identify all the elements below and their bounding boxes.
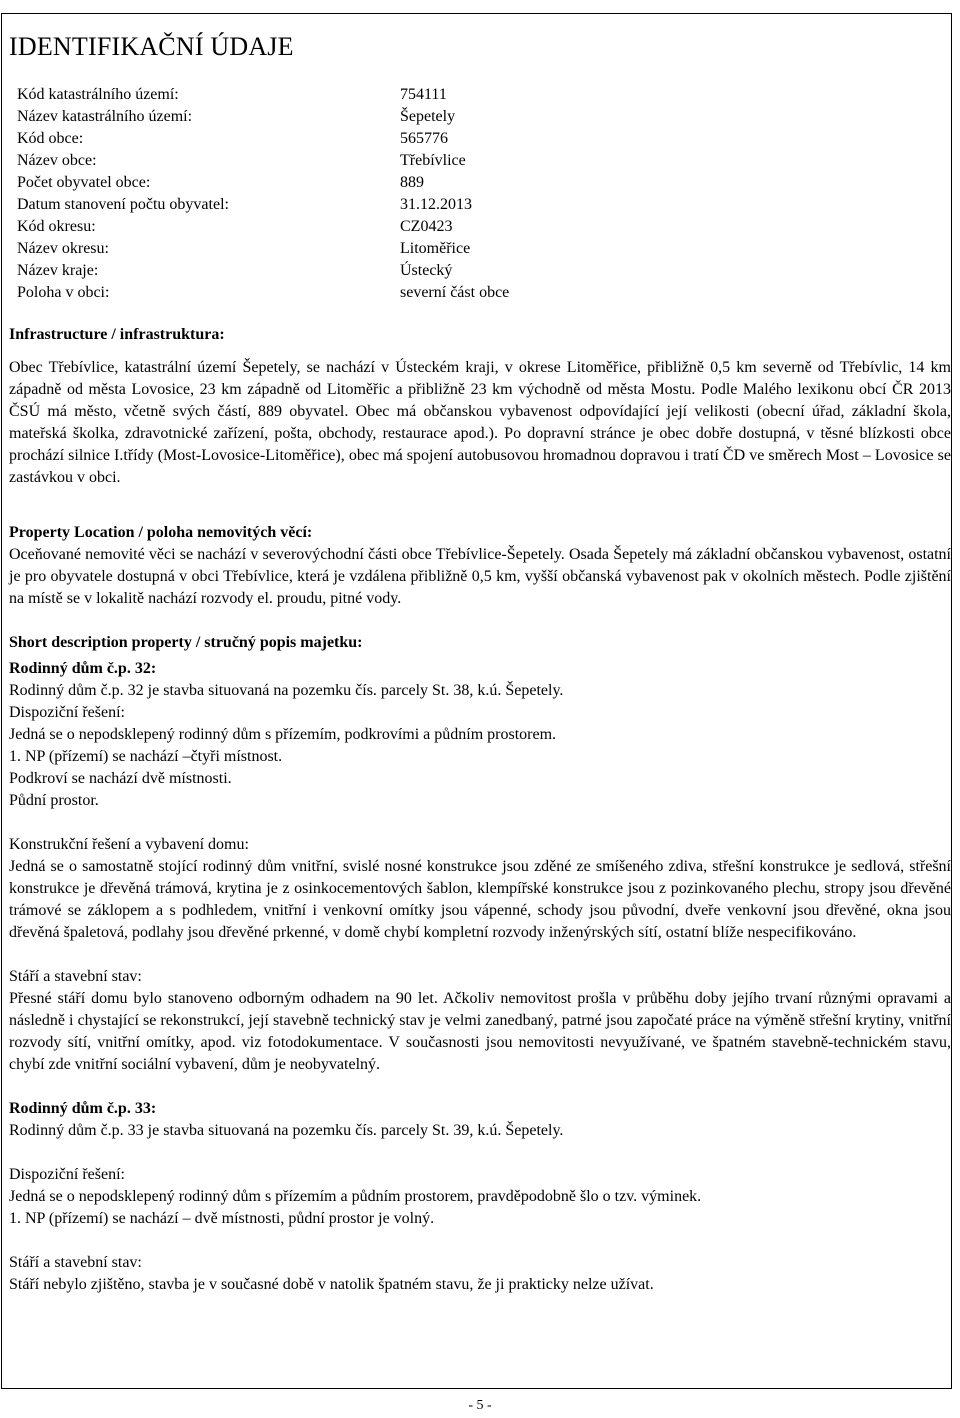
identification-row xyxy=(17,260,951,282)
house32-line1: Rodinný dům č.p. 32 je stavba situovaná na pozemku čís. parcely St. 38, k.ú. Šepetely. xyxy=(9,682,564,699)
location-text: Oceňované nemovité věci se nachází v severovýchodní části obce Třebívlice-Šepetely. Osada Šepetely má základní občanskou vybavenost, ostatní je pro obyvatele dostupná v obci Třebívlice, která je vzdálena přibližně 0,5 km, vyšší občanská vybavenost pak v okolních městech. Podle zjištění na místě se v lokalitě nachází rozvody el. proudu, pitné vody. xyxy=(9,546,951,607)
identification-row xyxy=(17,216,951,238)
identification-table xyxy=(17,84,951,304)
house32-age-text: Přesné stáří domu bylo stanoveno odborným odhadem na 90 let. Ačkoliv nemovitost prošla v průběhu doby jejího trvaní různými opravami a následně i chystající se rekonstrukcí, její stavebně technický stav je velmi zanedbaný, patrné jsou započaté práce na výměně střešní krytiny, vnitřní rozvody sítí, vnitřní omítky, apod. viz fotodokumentace. V současnosti jsou nemovitosti nevyužívané, ve špatném stavebně-technickém stavu, chybí zde vnitřní sociální vybavení, dům je neobyvatelný. xyxy=(9,990,951,1073)
description-heading: Short description property / stručný popis majetku: xyxy=(9,634,363,651)
identification-row xyxy=(17,194,951,216)
house32-disp1: Jedná se o nepodsklepený rodinný dům s přízemím, podkrovími a půdním prostorem. xyxy=(9,726,557,743)
page-title: IDENTIFIKAČNÍ ÚDAJE xyxy=(9,32,294,61)
identification-row xyxy=(17,128,951,150)
identification-row xyxy=(17,172,951,194)
identification-value: Litoměřice xyxy=(400,240,471,257)
identification-label: Název kraje: xyxy=(17,262,99,279)
identification-label: Název okresu: xyxy=(17,240,109,257)
identification-label: Kód okresu: xyxy=(17,218,96,235)
house33-disp-label: Dispoziční řešení: xyxy=(9,1166,125,1183)
identification-value: severní část obce xyxy=(400,284,510,301)
house32-constr-label: Konstrukční řešení a vybavení domu: xyxy=(9,836,249,853)
house32-age-label: Stáří a stavební stav: xyxy=(9,968,142,985)
identification-label: Kód obce: xyxy=(17,130,84,147)
identification-row xyxy=(17,282,951,304)
identification-row xyxy=(17,106,951,128)
identification-label: Datum stanovení počtu obyvatel: xyxy=(17,196,229,213)
identification-label: Kód katastrálního území: xyxy=(17,86,179,103)
identification-value: 565776 xyxy=(400,130,448,147)
identification-label: Počet obyvatel obce: xyxy=(17,174,151,191)
house33-disp1: Jedná se o nepodsklepený rodinný dům s přízemím a půdním prostorem, pravděpodobně šlo o tzv. výminek. xyxy=(9,1188,702,1205)
house33-age-text: Stáří nebylo zjištěno, stavba je v současné době v natolik špatném stavu, že ji prakticky nelze užívat. xyxy=(9,1276,654,1293)
house33-heading: Rodinný dům č.p. 33: xyxy=(9,1100,157,1117)
house32-disp-label: Dispoziční řešení: xyxy=(9,704,125,721)
house32-disp2: 1. NP (přízemí) se nachází –čtyři místnost. xyxy=(9,748,283,765)
identification-value: 31.12.2013 xyxy=(400,196,472,213)
identification-value: Třebívlice xyxy=(400,152,466,169)
infrastructure-heading: Infrastructure / infrastruktura: xyxy=(9,326,225,343)
identification-value: Ústecký xyxy=(400,262,453,279)
identification-label: Poloha v obci: xyxy=(17,284,110,301)
identification-row xyxy=(17,84,951,106)
house32-disp4: Půdní prostor. xyxy=(9,792,99,809)
identification-label: Název obce: xyxy=(17,152,97,169)
house32-constr-text: Jedná se o samostatně stojící rodinný dům vnitřní, svislé nosné konstrukce jsou zděné ze smíšeného zdiva, střešní konstrukce je sedlová, střešní konstrukce je dřevěná trámová, krytina je z osinkocementových šablon, klempířské konstrukce jsou z pozinkovaného plechu, stropy jsou dřevěné trámové se záklopem a s podhledem, vnitřní i venkovní omítky jsou vápenné, schody jsou původní, dveře venkovní jsou dřevěné, okna jsou dřevěná špaletová, podlahy jsou dřevěné prkenné, v domě chybí kompletní rozvody inženýrských sítí, ostatní blíže nespecifikováno. xyxy=(9,858,951,941)
location-heading: Property Location / poloha nemovitých věcí: xyxy=(9,524,313,541)
identification-value: 889 xyxy=(400,174,424,191)
page-number: - 5 - xyxy=(468,1398,492,1413)
document-content xyxy=(9,22,951,1296)
infrastructure-text: Obec Třebívlice, katastrální území Šepetely, se nachází v Ústeckém kraji, v okrese Litoměřice, přibližně 0,5 km severně od Třebívlic, 14 km západně od města Lovosice, 23 km západně od Litoměřic a přibližně 23 km východně od města Mostu. Podle Malého lexikonu obcí ČR 2013 ČSÚ má město, včetně svých částí, 889 obyvatel. Obec má občanskou vybavenost odpovídající její velikosti (obecní úřad, základní škola, mateřská školka, zdravotnické zařízení, pošta, obchody, restaurace apod.). Po dopravní stránce je obec dobře dostupná, v těsné blízkosti obce prochází silnice I.třídy (Most-Lovosice-Litoměřice), obec má spojení autobusovou hromadnou dopravou i tratí ČD ve směrech Most – Lovosice se zastávkou v obci. xyxy=(9,359,951,486)
identification-value: 754111 xyxy=(400,86,447,103)
identification-value: CZ0423 xyxy=(400,218,453,235)
identification-value: Šepetely xyxy=(400,108,456,125)
house32-heading: Rodinný dům č.p. 32: xyxy=(9,660,157,677)
identification-row xyxy=(17,150,951,172)
house33-line1: Rodinný dům č.p. 33 je stavba situovaná na pozemku čís. parcely St. 39, k.ú. Šepetely. xyxy=(9,1122,564,1139)
house33-disp2: 1. NP (přízemí) se nachází – dvě místnosti, půdní prostor je volný. xyxy=(9,1210,435,1227)
identification-label: Název katastrálního území: xyxy=(17,108,193,125)
identification-row xyxy=(17,238,951,260)
house33-age-label: Stáří a stavební stav: xyxy=(9,1254,142,1271)
house32-disp3: Podkroví se nachází dvě místnosti. xyxy=(9,770,232,787)
